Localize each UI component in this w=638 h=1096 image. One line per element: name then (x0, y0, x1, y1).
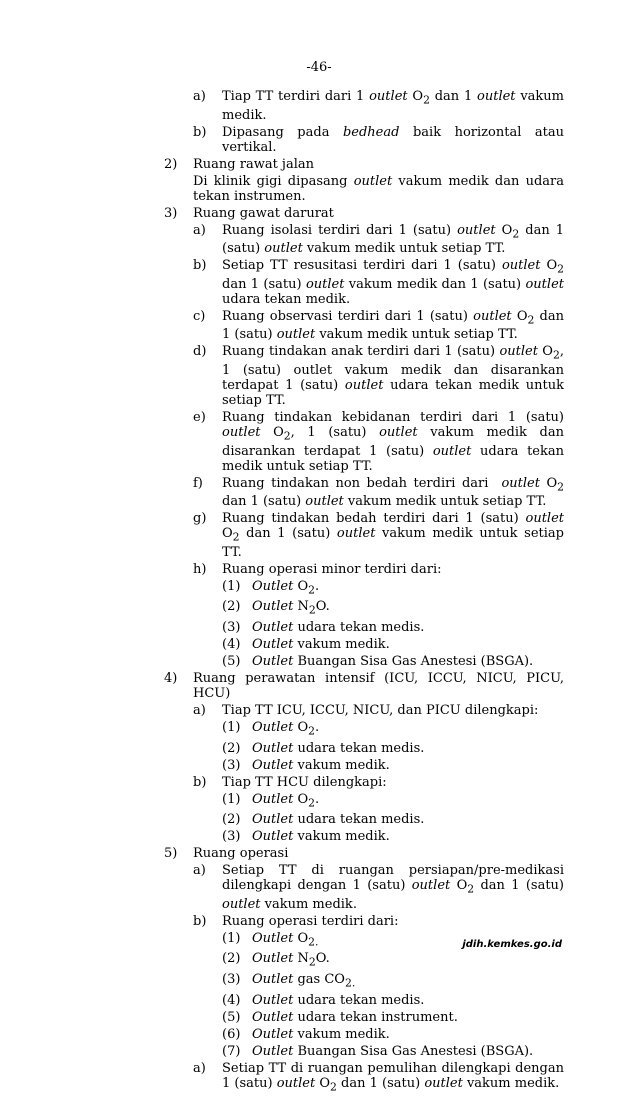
list-item (0, 1027, 638, 1042)
list-item (0, 846, 638, 861)
list-item (0, 993, 638, 1008)
list-item (0, 258, 638, 307)
list-text: Tiap TT HCU dilengkapi: (222, 774, 387, 790)
list-text: Outlet udara tekan medis. (252, 812, 425, 828)
list-marker: (5) (222, 1009, 241, 1025)
list-item (0, 812, 638, 827)
list-marker: b) (193, 258, 207, 274)
list-item (0, 599, 638, 618)
footer-source: jdih.kemkes.go.id (462, 939, 562, 950)
list-item (0, 174, 638, 204)
list-marker: (2) (222, 812, 241, 828)
list-marker: c) (193, 308, 206, 324)
list-item (0, 1061, 638, 1095)
list-item (0, 511, 638, 560)
list-item (0, 637, 638, 652)
list-text: Outlet gas $CO_{2.}$ (252, 971, 356, 990)
list-item (0, 758, 638, 773)
list-marker: (7) (222, 1043, 241, 1059)
list-text: Setiap TT di ruangan persiapan/pre-medikasi dilengkapi dengan 1 (satu) outlet $O_2$ dan 1 (satu) outlet vakum medik. (222, 863, 564, 912)
list-item (0, 206, 638, 221)
list-marker: 2) (164, 156, 178, 172)
list-text: Outlet udara tekan medis. (252, 740, 425, 756)
list-marker: (2) (222, 740, 241, 756)
list-text: Tiap TT terdiri dari 1 outlet $O_2$ dan 1 outlet vakum medik. (222, 89, 564, 123)
list-text: Ruang tindakan anak terdiri dari 1 (satu) outlet $O_2$, 1 (satu) outlet vakum medik dan disarankan terdapat 1 (satu) outlet udara tekan medik untuk setiap TT. (222, 344, 564, 408)
list-text: Ruang operasi minor terdiri dari: (222, 561, 442, 577)
list-item (0, 89, 638, 123)
list-marker: 5) (164, 846, 178, 862)
list-item (0, 579, 638, 598)
list-text: Setiap TT resusitasi terdiri dari 1 (satu) outlet $O_2$ dan 1 (satu) outlet vakum medik dan 1 (satu) outlet udara tekan medik. (222, 258, 564, 307)
list-marker: a) (193, 863, 206, 879)
list-marker: a) (193, 702, 206, 718)
list-item (0, 125, 638, 155)
list-text: Outlet vakum medik. (252, 1026, 390, 1042)
list-text: Outlet $O_2$. (252, 791, 320, 810)
list-text: Outlet vakum medik. (252, 636, 390, 652)
list-text: Outlet $O_{2.}$ (252, 930, 319, 949)
list-text: Dipasang pada bedhead baik horizontal atau vertikal. (222, 124, 564, 155)
list-item (0, 972, 638, 991)
list-marker: h) (193, 561, 207, 577)
list-text: Ruang operasi terdiri dari: (222, 913, 399, 929)
list-item (0, 775, 638, 790)
list-marker: b) (193, 913, 207, 929)
list-item (0, 671, 638, 701)
list-marker: (5) (222, 653, 241, 669)
list-marker: (2) (222, 951, 241, 967)
list-marker: b) (193, 124, 207, 140)
list-item (0, 1044, 638, 1059)
list-marker: g) (193, 511, 207, 527)
list-text: Outlet udara tekan instrument. (252, 1009, 458, 1025)
list-text: Outlet vakum medik. (252, 829, 390, 845)
list-text: Ruang isolasi terdiri dari 1 (satu) outlet $O_2$ dan 1 (satu) outlet vakum medik untuk setiap TT. (222, 222, 564, 257)
list-marker: (2) (222, 599, 241, 615)
list-text: Outlet udara tekan medis. (252, 619, 425, 635)
list-marker: (3) (222, 829, 241, 845)
list-item (0, 620, 638, 635)
list-text: Ruang operasi (193, 846, 289, 862)
list-item (0, 792, 638, 811)
list-marker: a) (193, 1060, 206, 1076)
list-text: Outlet vakum medik. (252, 757, 390, 773)
list-text: Outlet $O_2$. (252, 719, 320, 738)
list-text: Outlet $N_2O$. (252, 599, 330, 617)
list-item (0, 863, 638, 912)
list-item (0, 741, 638, 756)
list-marker: (3) (222, 619, 241, 635)
list-item (0, 703, 638, 718)
list-marker: (1) (222, 578, 241, 594)
list-marker: (1) (222, 791, 241, 807)
list-item (0, 410, 638, 474)
list-marker: a) (193, 222, 206, 238)
list-text: Ruang observasi terdiri dari 1 (satu) outlet $O_2$ dan 1 (satu) outlet vakum medik untuk setiap TT. (222, 308, 565, 343)
list-marker: (1) (222, 719, 241, 735)
list-marker: d) (193, 344, 207, 360)
list-marker: 3) (164, 205, 178, 221)
list-marker: f) (193, 475, 203, 491)
list-text: Outlet $N_2O$. (252, 951, 330, 969)
list-item (0, 654, 638, 669)
list-marker: (6) (222, 1026, 241, 1042)
list-text: Ruang rawat jalan (193, 156, 314, 172)
list-marker: (3) (222, 757, 241, 773)
list-item (0, 157, 638, 172)
list-marker: (4) (222, 636, 241, 652)
list-text: Ruang tindakan non bedah terdiri dari outlet $O_2$ dan 1 (satu) outlet vakum medik untuk setiap TT. (222, 475, 564, 510)
list-item (0, 1010, 638, 1025)
list-text: Outlet udara tekan medis. (252, 992, 425, 1008)
list-text: Setiap TT di ruangan pemulihan dilengkapi dengan 1 (satu) outlet $O_2$ dan 1 (satu) outlet vakum medik. (222, 1060, 564, 1094)
list-text: Di klinik gigi dipasang outlet vakum medik dan udara tekan instrumen. (193, 173, 564, 204)
list-item (0, 309, 638, 343)
list-marker: (4) (222, 992, 241, 1008)
list-marker: e) (193, 409, 206, 425)
page-number: -46- (306, 60, 332, 75)
list-marker: (3) (222, 971, 241, 987)
list-text: Tiap TT ICU, ICCU, NICU, dan PICU dilengkapi: (222, 702, 539, 718)
list-marker: a) (193, 89, 206, 104)
list-item (0, 344, 638, 408)
list-item (0, 476, 638, 510)
list-text: Outlet $O_2$. (252, 578, 320, 597)
list-item (0, 829, 638, 844)
list-text: Ruang perawatan intensif (ICU, ICCU, NICU, PICU, HCU) (193, 670, 564, 701)
list-item (0, 951, 638, 970)
list-text: Ruang tindakan kebidanan terdiri dari 1 (satu) outlet $O_2$, 1 (satu) outlet vakum medik dan disarankan terdapat 1 (satu) outlet udara tekan medik untuk setiap TT. (222, 409, 565, 474)
list-marker: (1) (222, 930, 241, 946)
list-marker: b) (193, 774, 207, 790)
list-text: Outlet Buangan Sisa Gas Anestesi (BSGA). (252, 653, 534, 669)
list-text: Ruang tindakan bedah terdiri dari 1 (satu) outlet $O_2$ dan 1 (satu) outlet vakum medik untuk setiap TT. (222, 511, 564, 560)
list-item (0, 223, 638, 257)
list-item (0, 562, 638, 577)
list-marker: 4) (164, 670, 178, 686)
list-text: Outlet Buangan Sisa Gas Anestesi (BSGA). (252, 1043, 534, 1059)
list-item (0, 720, 638, 739)
list-text: Ruang gawat darurat (193, 205, 334, 221)
list-item (0, 914, 638, 929)
